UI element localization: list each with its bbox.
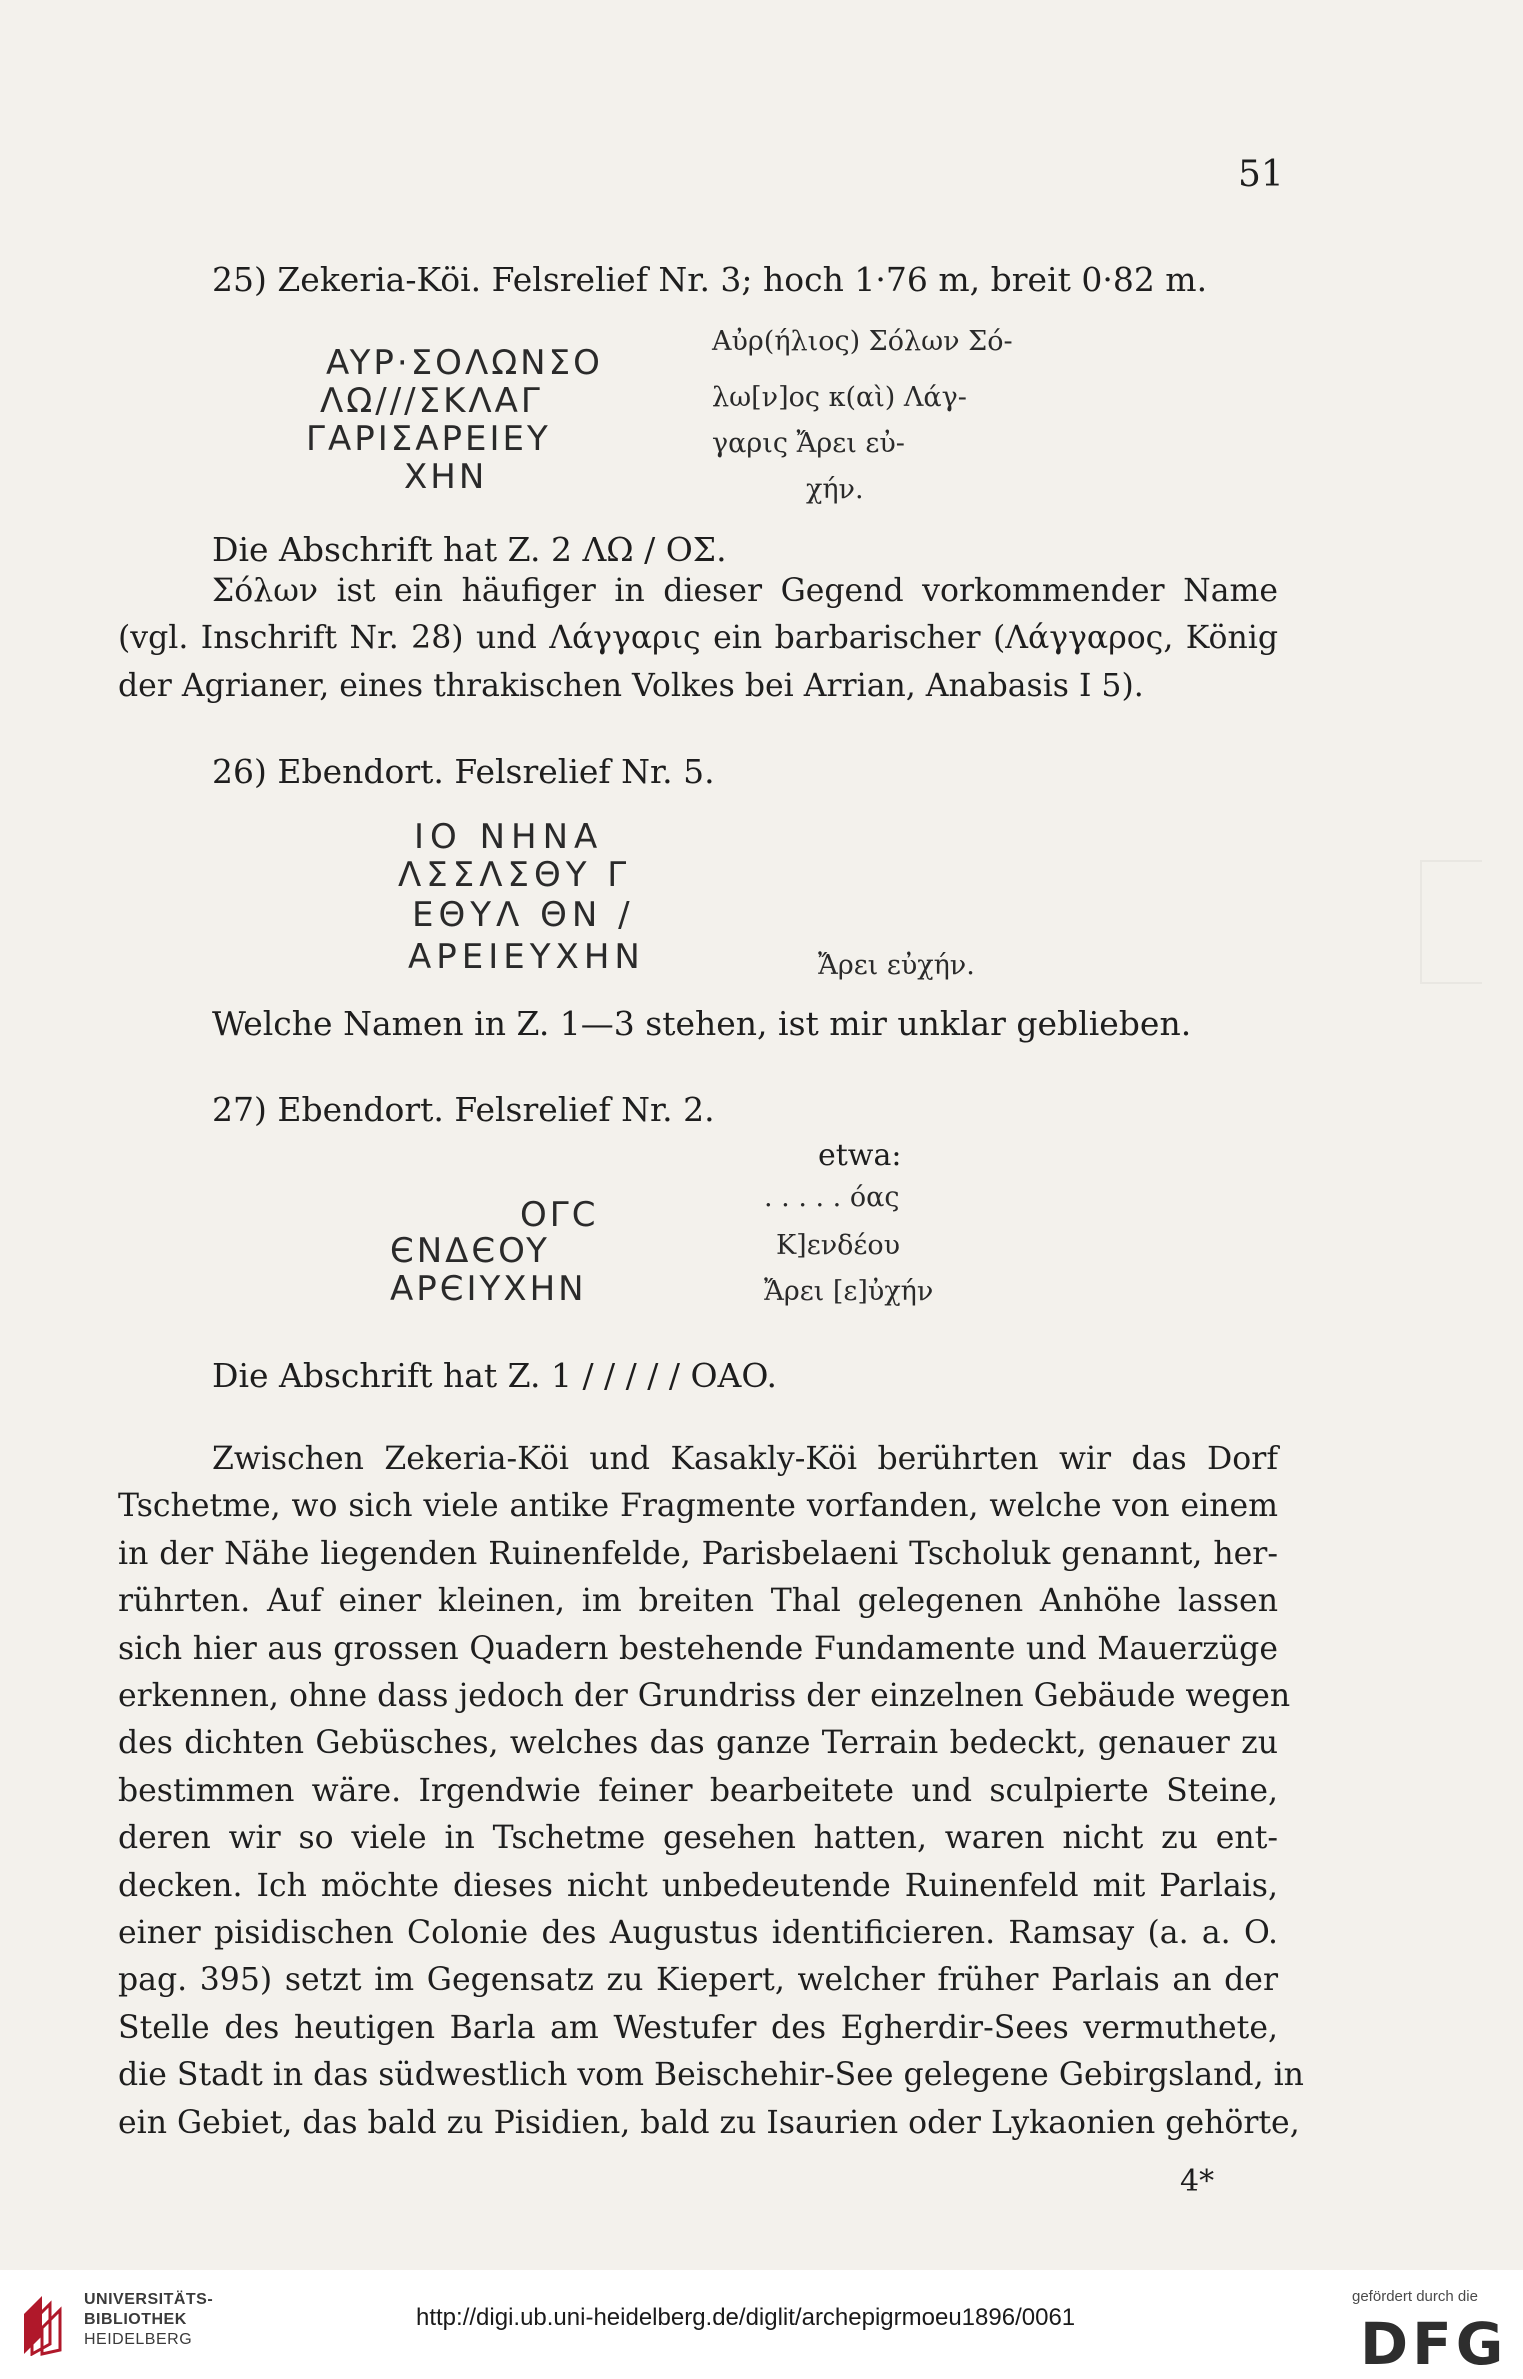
source-url-link[interactable]: http://digi.ub.uni-heidelberg.de/diglit/archepigrmoeu1896/0061 — [416, 2304, 1076, 2331]
transcription-line: Αὐρ(ήλιος) Σόλων Σό- — [712, 326, 1013, 357]
transcription-line: χήν. — [806, 474, 864, 505]
entry26-heading: 26) Ebendort. Felsrelief Nr. 5. — [212, 752, 715, 791]
inscription-line: AYP·ΣOΛΩNΣO — [326, 343, 603, 383]
page-number: 51 — [1238, 154, 1284, 195]
inscription-line: IO NHNA — [414, 817, 604, 857]
paragraph-line: des dichten Gebüsches, welches das ganze Terrain bedeckt, genauer zu — [118, 1725, 1278, 1762]
inscription-line: ΓAPIΣAPEIEY — [306, 419, 551, 459]
transcription-line: . . . . . όας — [764, 1182, 900, 1213]
paragraph-line: rührten. Auf einer kleinen, im breiten Thal gelegenen Anhöhe lassen — [118, 1583, 1278, 1620]
library-line: HEIDELBERG — [84, 2331, 193, 2348]
paragraph-line: Zwischen Zekeria-Köi und Kasakly-Köi berührten wir das Dorf — [212, 1441, 1278, 1477]
inscription-line: ЄNΔЄOY — [390, 1231, 550, 1271]
paragraph-line: Σόλων ist ein häufiger in dieser Gegend vorkommender Name — [212, 573, 1278, 609]
library-line: UNIVERSITÄTS- — [84, 2291, 214, 2308]
inscription-line: EΘYΛ ΘN / — [412, 895, 635, 935]
paragraph-line: pag. 395) setzt im Gegensatz zu Kiepert, welcher früher Parlais an der — [118, 1962, 1278, 1999]
transcription-line: Ἄρει [ε]ὐχήν — [764, 1276, 934, 1307]
inscription-line: APЄIYXHN — [390, 1269, 587, 1309]
digitization-footer — [0, 2270, 1523, 2379]
inscription-line: OΓC — [520, 1195, 599, 1235]
paragraph-line: Tschetme, wo sich viele antike Fragmente vorfanden, welche von einem — [118, 1488, 1278, 1525]
paragraph-line: der Agrianer, eines thrakischen Volkes bei Arrian, Anabasis I 5). — [118, 667, 1144, 704]
entry25-paragraph — [118, 568, 1278, 710]
entry27-heading: 27) Ebendort. Felsrelief Nr. 2. — [212, 1090, 715, 1129]
paragraph-line: einer pisidischen Colonie des Augustus identificieren. Ramsay (a. a. O. — [118, 1915, 1278, 1952]
funded-by-label: gefördert durch die — [1352, 2288, 1478, 2305]
paragraph-line: in der Nähe liegenden Ruinenfelde, Parisbelaeni Tscholuk genannt, her- — [118, 1535, 1278, 1572]
paragraph-line: Stelle des heutigen Barla am Westufer des Egherdir-Sees vermuthete, — [118, 2009, 1278, 2046]
signature-mark: 4* — [1180, 2164, 1215, 2199]
transcription-line: γαρις Ἄρει εὐ- — [712, 428, 905, 459]
ub-heidelberg-logo-icon — [20, 2284, 68, 2356]
entry27-note: Die Abschrift hat Z. 1 / / / / / OAO. — [212, 1356, 777, 1395]
transcription-line: λω[ν]ος κ(αὶ) Λάγ- — [712, 382, 967, 413]
entry25-heading: 25) Zekeria-Köi. Felsrelief Nr. 3; hoch 1·76 m, breit 0·82 m. — [212, 260, 1208, 299]
dfg-logo: DFG — [1360, 2310, 1508, 2378]
paragraph-line: ein Gebiet, das bald zu Pisidien, bald zu Isaurien oder Lykaonien gehörte, — [118, 2104, 1300, 2141]
transcription-line: K]ενδέου — [776, 1230, 901, 1261]
paragraph-line: bestimmen wäre. Irgendwie feiner bearbeitete und sculpierte Steine, — [118, 1772, 1278, 1809]
library-line: BIBLIOTHEK — [84, 2311, 187, 2328]
entry26-transcription: Ἄρει εὐχήν. — [818, 950, 975, 981]
paragraph-line: deren wir so viele in Tschetme gesehen hatten, waren nicht zu ent- — [118, 1820, 1278, 1857]
paragraph-line: decken. Ich möchte dieses nicht unbedeutende Ruinenfeld mit Parlais, — [118, 1867, 1278, 1904]
inscription-line: ΛΣΣΛΣΘY Γ — [398, 855, 632, 895]
etwa-label: etwa: — [818, 1138, 902, 1173]
inscription-line: APEIEYXHN — [408, 937, 645, 977]
entry26-note: Welche Namen in Z. 1—3 stehen, ist mir unklar geblieben. — [212, 1004, 1192, 1043]
bleed-through-mark — [1420, 860, 1482, 984]
paragraph-line: erkennen, ohne dass jedoch der Grundriss der einzelnen Gebäude wegen — [118, 1678, 1291, 1715]
inscription-line: XHN — [404, 457, 488, 497]
paragraph-line: die Stadt in das südwestlich vom Beischehir-See gelegene Gebirgsland, in — [118, 2057, 1304, 2094]
paragraph-line: sich hier aus grossen Quadern bestehende Fundamente und Mauerzüge — [118, 1630, 1278, 1667]
main-paragraph — [118, 1436, 1304, 2147]
inscription-line: ΛΩ///ΣKΛAΓ — [320, 381, 543, 421]
paragraph-line: (vgl. Inschrift Nr. 28) und Λάγγαρις ein barbarischer (Λάγγαρος, König — [118, 620, 1278, 657]
entry25-note: Die Abschrift hat Z. 2 ΛΩ / OΣ. — [212, 530, 727, 569]
library-name — [84, 2290, 213, 2350]
